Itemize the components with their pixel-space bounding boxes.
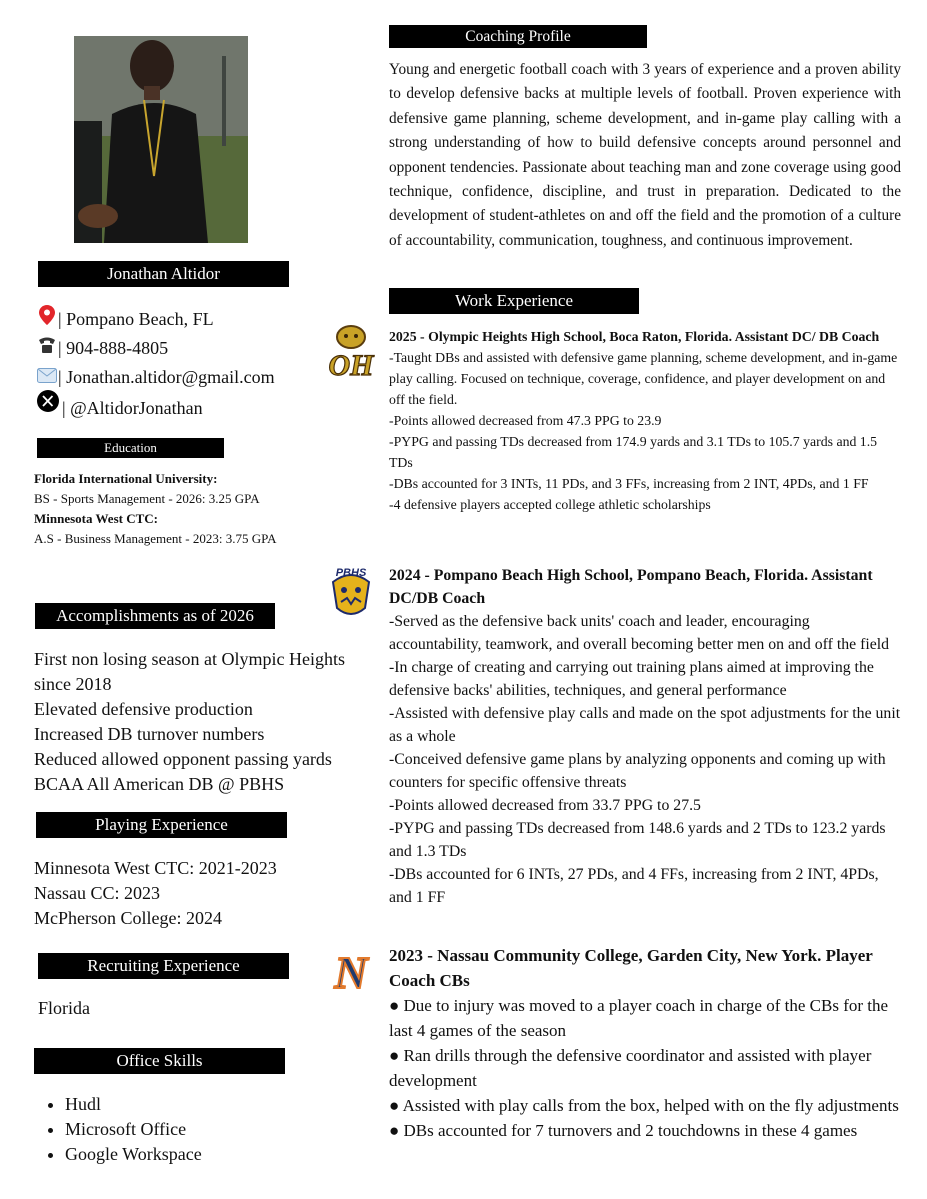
job-line: -In charge of creating and carrying out training plans aimed at improving the defensive backs' abilities, techniques, and general performance (389, 659, 874, 699)
office-heading: Office Skills (34, 1048, 285, 1074)
job-line: ● Ran drills through the defensive coordinator and assisted with player development (389, 1046, 872, 1090)
contact-email: | Jonathan.altidor@gmail.com (36, 367, 275, 388)
job-line: -Conceived defensive game plans by analyzing opponents and coming up with counters for specific offensive threats (389, 751, 886, 791)
job-line: ● DBs accounted for 7 turnovers and 2 touchdowns in these 4 games (389, 1121, 858, 1140)
playing-line: McPherson College: 2024 (34, 908, 222, 928)
job-line: -PYPG and passing TDs decreased from 174.9 yards and 3.1 TDs to 105.7 yards and 1.5 TDs (389, 434, 878, 470)
accomplishment-line: Elevated defensive production (34, 699, 253, 719)
job-line: -PYPG and passing TDs decreased from 148.6 yards and 2 TDs to 123.2 yards and 1.3 TDs (389, 820, 886, 860)
phone-icon (36, 336, 58, 359)
job-nassau (389, 943, 901, 1143)
skill-item: • Google Workspace (65, 1142, 202, 1167)
job-olympic-heights (389, 326, 901, 515)
location-pin-icon (36, 305, 58, 330)
playing-list (34, 856, 364, 931)
work-experience-heading: Work Experience (389, 288, 639, 314)
accomplishment-line: since 2018 (34, 674, 112, 694)
accomplishment-line: Increased DB turnover numbers (34, 724, 265, 744)
playing-line: Minnesota West CTC: 2021-2023 (34, 858, 277, 878)
education-detail: A.S - Business Management - 2023: 3.75 GPA (34, 531, 277, 546)
nassau-logo-icon (325, 948, 377, 997)
education-school: Florida International University: (34, 471, 218, 486)
education-detail: BS - Sports Management - 2026: 3.25 GPA (34, 491, 260, 506)
contact-twitter: | @AltidorJonathan (62, 398, 203, 418)
job-line: -Points allowed decreased from 33.7 PPG to 27.5 (389, 797, 701, 814)
job-line: -DBs accounted for 3 INTs, 11 PDs, and 3 FFs, increasing from 2 INT, 4PDs, and 1 FF (389, 476, 869, 491)
coaching-profile-heading: Coaching Profile (389, 25, 647, 48)
contact-phone: | 904-888-4805 (36, 336, 168, 359)
skill-item: • Microsoft Office (65, 1117, 202, 1142)
pompano-beach-logo-icon (323, 562, 379, 625)
recruiting-list (38, 996, 368, 1021)
phone-link[interactable]: 904-888-4805 (66, 338, 169, 358)
skill-item: • Hudl (65, 1092, 202, 1117)
job-line: -Taught DBs and assisted with defensive game planning, scheme development, and in-game play calling. Focused on technique, coverage, confidence, and player development on and off the field. (389, 350, 898, 407)
email-icon (36, 367, 58, 388)
recruiting-line: Florida (38, 998, 90, 1018)
job-line: ● Assisted with play calls from the box, helped with on the fly adjustments (389, 1096, 899, 1115)
playing-line: Nassau CC: 2023 (34, 883, 160, 903)
job-line: -Points allowed decreased from 47.3 PPG to 23.9 (389, 413, 662, 428)
profile-name: Jonathan Altidor (107, 264, 220, 283)
job-line: -4 defensive players accepted college athletic scholarships (389, 497, 711, 512)
job-pompano-beach (389, 564, 901, 909)
playing-heading: Playing Experience (36, 812, 287, 838)
education-heading: Education (37, 438, 224, 458)
svg-text:N: N (334, 948, 368, 992)
education-school: Minnesota West CTC: (34, 511, 158, 526)
job-heading: 2025 - Olympic Heights High School, Boca Raton, Florida. Assistant DC/ DB Coach (389, 329, 880, 344)
job-heading: 2023 - Nassau Community College, Garden City, New York. Player Coach CBs (389, 946, 873, 990)
coaching-profile-text: Young and energetic football coach with 3 years of experience and a proven ability to develop defensive backs at multiple levels of football. Proven experience with defensive game planning, scheme development, and in-game play calling with a strong understanding of how to build defensive concepts around personnel and opponent tendencies. Passionate about teaching man and zone coverage using good technique, confidence, discipline, and trust in preparation. Dedicated to the development of student-athletes on and off the field and the promotion of a culture of accountability, communication, toughness, and continuous improvement. (389, 61, 901, 249)
profile-photo (74, 36, 248, 243)
accomplishment-line: BCAA All American DB @ PBHS (34, 774, 285, 794)
job-line: ● Due to injury was moved to a player coach in charge of the CBs for the last 4 games of the season (389, 996, 889, 1040)
accomplishment-line: First non losing season at Olympic Heights (34, 649, 345, 669)
job-heading: 2024 - Pompano Beach High School, Pompano Beach, Florida. Assistant DC/DB Coach (389, 567, 873, 607)
accomplishments-heading: Accomplishments as of 2026 (35, 603, 275, 629)
svg-text:PBHS: PBHS (335, 567, 367, 579)
svg-text:OH: OH (328, 349, 374, 381)
job-line: -DBs accounted for 6 INTs, 27 PDs, and 4 FFs, increasing from 2 INT, 4PDs, and 1 FF (389, 866, 879, 906)
accomplishment-line: Reduced allowed opponent passing yards (34, 749, 332, 769)
email-link[interactable]: Jonathan.altidor@gmail.com (66, 367, 275, 387)
office-skills-list (34, 1092, 202, 1167)
accomplishments-list (34, 647, 364, 797)
name-banner (38, 261, 289, 287)
contact-location: | Pompano Beach, FL (36, 305, 214, 330)
location-text: Pompano Beach, FL (66, 309, 214, 329)
x-twitter-icon (37, 390, 59, 417)
job-line: -Assisted with defensive play calls and made on the spot adjustments for the unit as a whole (389, 705, 901, 745)
job-line: -Served as the defensive back units' coach and leader, encouraging accountability, teamwork, and overall becoming better men on and off the field (389, 613, 890, 653)
olympic-heights-logo-icon (325, 325, 377, 386)
twitter-link[interactable]: @AltidorJonathan (70, 398, 203, 418)
education-section (34, 469, 354, 549)
recruiting-heading: Recruiting Experience (38, 953, 289, 979)
